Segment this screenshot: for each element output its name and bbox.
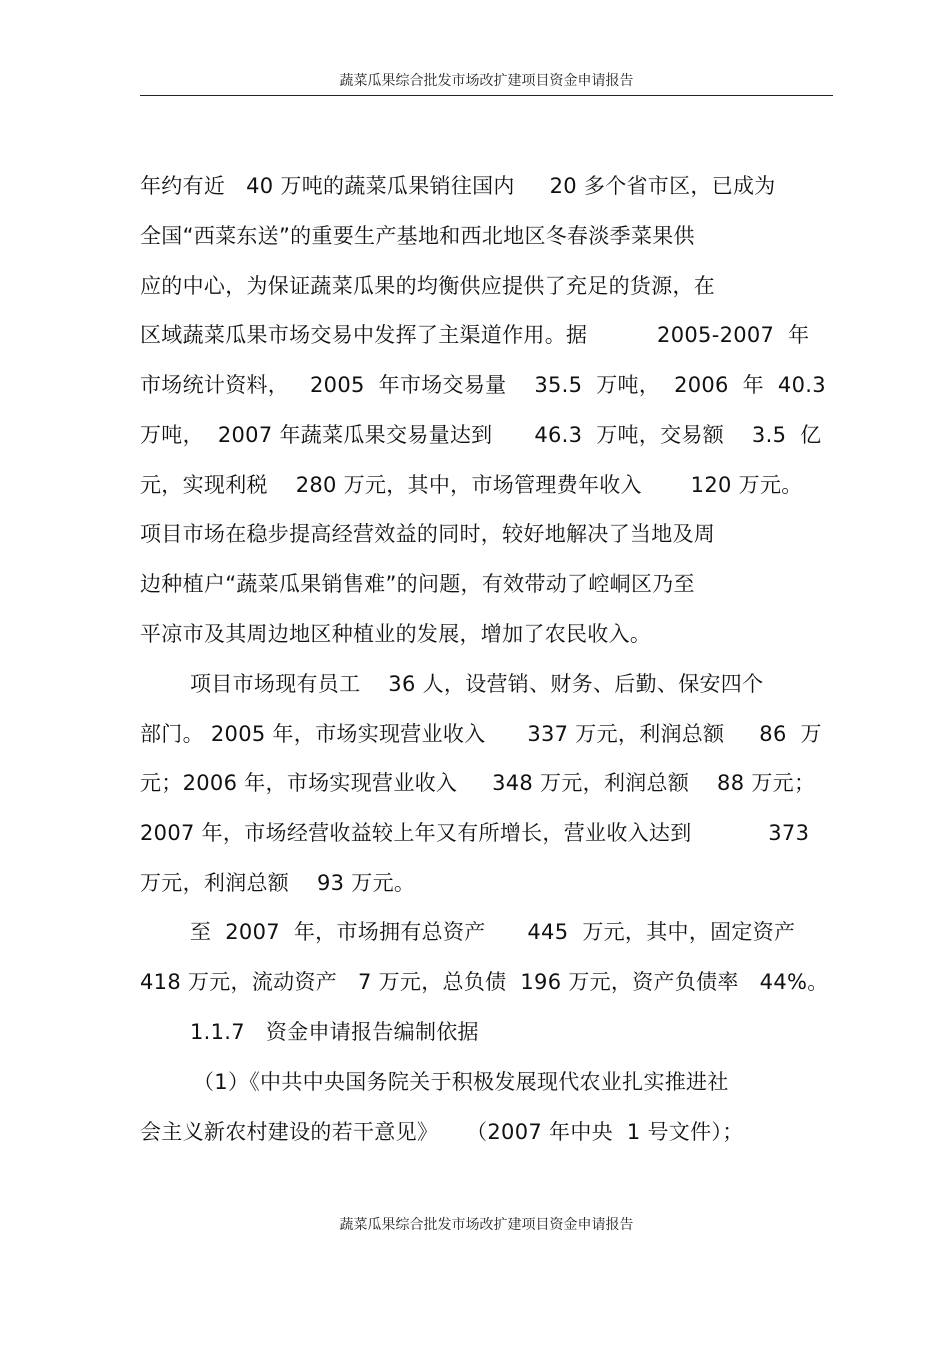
paragraph-line: 2007 年，市场经营收益较上年又有所增长，营业收入达到 373 <box>140 821 810 845</box>
paragraph-line: 市场统计资料， 2005 年市场交易量 35.5 万吨， 2006 年 40.3 <box>140 373 826 397</box>
paragraph-line: 418 万元，流动资产 7 万元，总负债 196 万元，资产负债率 44%。 <box>140 970 829 994</box>
paragraph-line: 至 2007 年，市场拥有总资产 445 万元，其中，固定资产 <box>190 920 796 944</box>
page-header: 蔬菜瓜果综合批发市场改扩建项目资金申请报告 <box>339 73 634 89</box>
paragraph-line: 元；2006 年，市场实现营业收入 348 万元，利润总额 88 万元； <box>140 771 816 795</box>
paragraph-line: 会主义新农村建设的若干意见》 （2007 年中央 1 号文件）； <box>140 1120 744 1144</box>
page-footer: 蔬菜瓜果综合批发市场改扩建项目资金申请报告 <box>339 1217 634 1233</box>
paragraph-line: 全国“西菜东送”的重要生产基地和西北地区冬春淡季菜果供 <box>140 224 695 248</box>
header-divider <box>140 95 833 96</box>
paragraph-line: 项目市场在稳步提高经营效益的同时，较好地解决了当地及周 <box>140 522 716 546</box>
paragraph-line: 应的中心，为保证蔬菜瓜果的均衡供应提供了充足的货源，在 <box>140 274 716 298</box>
paragraph-line: 部门。 2005 年，市场实现营业收入 337 万元，利润总额 86 万 <box>140 722 822 746</box>
paragraph-line: 元，实现利税 280 万元，其中，市场管理费年收入 120 万元。 <box>140 473 803 497</box>
paragraph-line: 项目市场现有员工 36 人，设营销、财务、后勤、保安四个 <box>190 672 764 696</box>
paragraph-line: 边种植户“蔬菜瓜果销售难”的问题，有效带动了崆峒区乃至 <box>140 572 695 596</box>
paragraph-line: 万元，利润总额 93 万元。 <box>140 871 416 895</box>
paragraph-line: 平凉市及其周边地区种植业的发展，增加了农民收入。 <box>140 622 652 646</box>
section-heading: 1.1.7 资金申请报告编制依据 <box>190 1020 479 1044</box>
paragraph-line: 万吨， 2007 年蔬菜瓜果交易量达到 46.3 万吨，交易额 3.5 亿 <box>140 423 822 447</box>
paragraph-line: 区域蔬菜瓜果市场交易中发挥了主渠道作用。据 2005-2007 年 <box>140 323 810 347</box>
paragraph-line: 年约有近 40 万吨的蔬菜瓜果销往国内 20 多个省市区，已成为 <box>140 174 776 198</box>
paragraph-line: （1）《中共中央国务院关于积极发展现代农业扎实推进社 <box>193 1070 729 1094</box>
